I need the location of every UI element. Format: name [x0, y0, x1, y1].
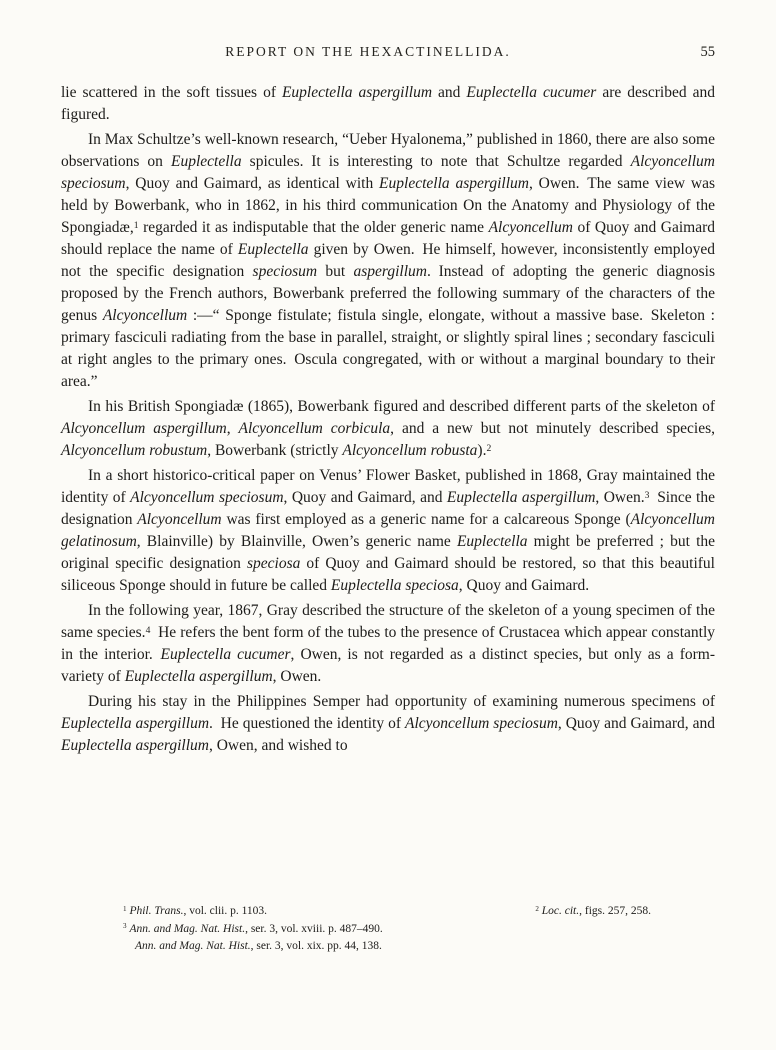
paragraph-1: lie scattered in the soft tissues of Euplectella aspergillum and Euplectella cucumer are described and figured. — [61, 84, 715, 123]
footnote-4: Ann. and Mag. Nat. Hist., ser. 3, vol. xix. pp. 44, 138. — [135, 940, 382, 952]
page-header — [61, 44, 715, 64]
paragraph-2: In Max Schultze’s well-known research, “Ueber Hyalonema,” published in 1860, there are also some observations on Euplectella spicules. It is interesting to note that Schultze regarded Alcyoncellum speciosum, Quoy and Gaimard, as identical with Euplectella aspergillum, Owen. The same view was held by Bowerbank, who in 1862, in his third communication On the Anatomy and Physiology of the Spongiadæ,$^1$ regarded it as indisputable that the older generic name Alcyoncellum of Quoy and Gaimard should replace the name of Euplectella given by Owen. He himself, however, inconsistently employed not the specific designation speciosum but aspergillum. Instead of adopting the generic diagnosis proposed by the French authors, Bowerbank preferred the following summary of the characters of the genus Alcyoncellum :—“ Sponge fistulate; fistula single, elongate, without a massive base. Skeleton : primary fasciculi radiating from the base in parallel, straight, or slightly spiral lines ; secondary fasciculi at right angles to the primary ones. Oscula congregated, with or without a marginal boundary to their area.” — [61, 131, 716, 390]
footnote-row-3 — [61, 938, 715, 956]
paragraph-5: In the following year, 1867, Gray described the structure of the skeleton of a young specimen of the same species.$^4$ He refers the bent form of the tubes to the presence of Crustacea which appear constantly in the interior. Euplectella cucumer, Owen, is not regarded as a distinct species, but only as a form-variety of Euplectella aspergillum, Owen. — [61, 602, 716, 685]
paragraph-4: In a short historico-critical paper on Venus’ Flower Basket, published in 1868, Gray maintained the identity of Alcyoncellum speciosum, Quoy and Gaimard, and Euplectella aspergillum, Owen.$^3$ Since the designation Alcyoncellum was first employed as a generic name for a calcareous Sponge (Alcyoncellum gelatinosum, Blainville) by Blainville, Owen’s generic name Euplectella might be preferred ; but the original specific designation speciosa of Quoy and Gaimard should be restored, so that this beautiful siliceous Sponge should in future be called Euplectella speciosa, Quoy and Gaimard. — [61, 467, 716, 594]
page-number: 55 — [700, 44, 715, 60]
footnote-1: $^1$ Phil. Trans., vol. clii. p. 1103. — [123, 904, 268, 917]
footnotes — [61, 903, 715, 956]
paragraph-6: During his stay in the Philippines Semper had opportunity of examining numerous specimens of Euplectella aspergillum. He questioned the identity of Alcyoncellum speciosum, Quoy and Gaimard, and Euplectella aspergillum, Owen, and wished to — [61, 693, 715, 754]
footnote-row-1 — [61, 903, 715, 921]
footnote-3: $^3$ Ann. and Mag. Nat. Hist., ser. 3, vol. xviii. p. 487–490. — [123, 922, 383, 935]
footnote-row-2 — [61, 921, 715, 939]
footnote-2: $^2$ Loc. cit., figs. 257, 258. — [535, 904, 651, 917]
running-title: REPORT ON THE HEXACTINELLIDA. — [225, 44, 511, 59]
body-text — [61, 82, 715, 757]
paragraph-3: In his British Spongiadæ (1865), Bowerbank figured and described different parts of the skeleton of Alcyoncellum aspergillum, Alcyoncellum corbicula, and a new but not minutely described species, Alcyoncellum robustum, Bowerbank (strictly Alcyoncellum robusta).$^2$ — [61, 398, 716, 459]
